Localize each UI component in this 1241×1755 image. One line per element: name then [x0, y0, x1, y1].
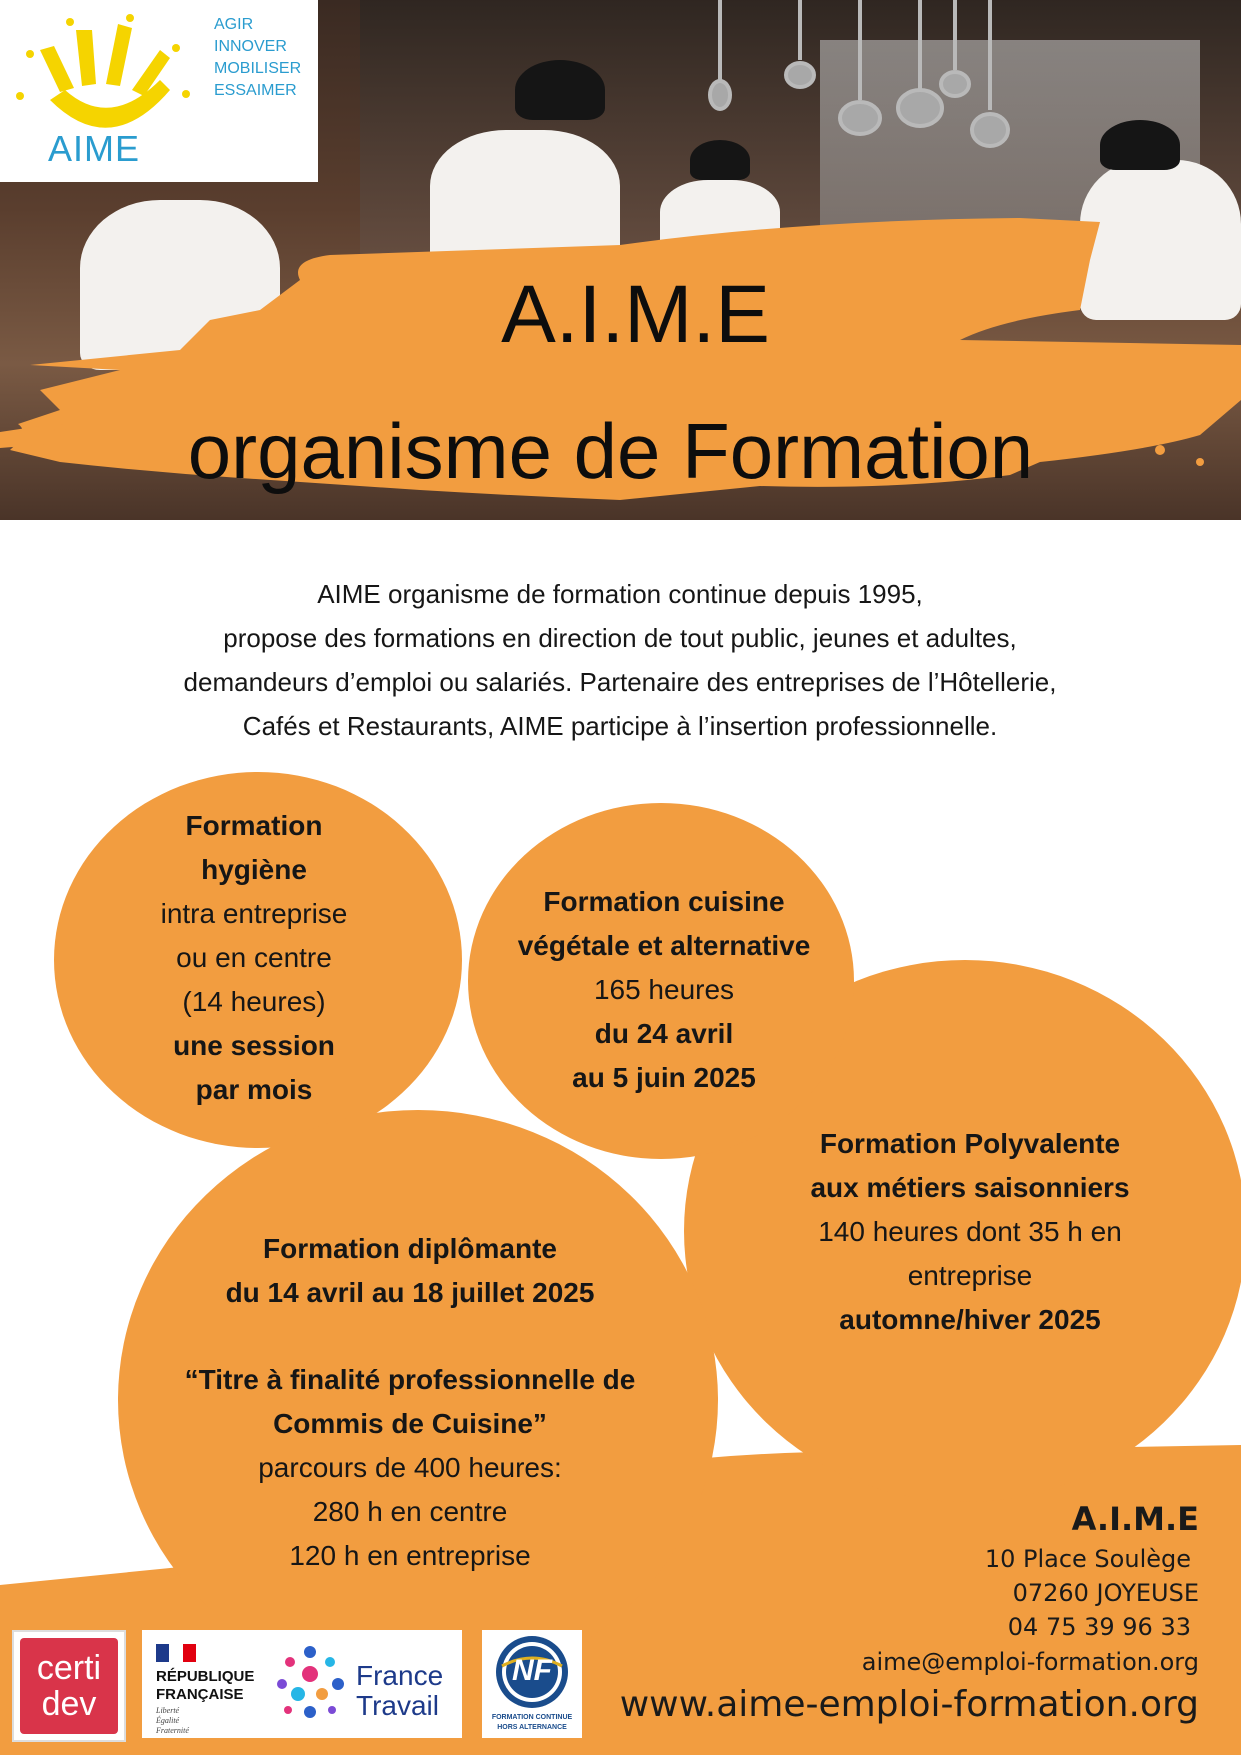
- contact-city: 07260 JOYEUSE: [1012, 1579, 1199, 1607]
- formation-hygiene: [104, 804, 404, 1112]
- diplomante-entreprise: 120 h en entreprise: [289, 1540, 531, 1571]
- hygiene-frequency: une session: [173, 1030, 335, 1061]
- hygiene-title: hygiène: [201, 854, 307, 885]
- tagline-line: ESSAIMER: [214, 82, 297, 99]
- diplomante-centre: 280 h en centre: [312, 1496, 508, 1527]
- cuisine-title: Formation cuisine: [543, 886, 785, 917]
- logo-wordmark: AIME: [48, 128, 141, 169]
- intro-line: AIME organisme de formation continue depuis 1995,: [317, 579, 923, 609]
- republique-text: FRANÇAISE: [156, 1686, 244, 1703]
- diplomante-titre: “Titre à finalité professionnelle de: [184, 1364, 636, 1395]
- diplomante-title: Formation diplômante: [263, 1233, 557, 1264]
- contact-phone: 04 75 39 96 33: [1007, 1613, 1191, 1641]
- intro-line: propose des formations en direction de tout public, jeunes et adultes,: [223, 623, 1017, 653]
- nf-subtext: HORS ALTERNANCE: [497, 1724, 567, 1731]
- banner-subtitle: organisme de Formation: [187, 407, 1034, 495]
- cuisine-hours: 165 heures: [593, 974, 735, 1005]
- france-travail-text: France: [356, 1660, 444, 1691]
- formation-cuisine: [478, 880, 850, 1100]
- intro-paragraph: [60, 572, 1180, 748]
- hygiene-title: Formation: [185, 810, 323, 841]
- contact-email[interactable]: aime@emploi-formation.org: [861, 1648, 1199, 1676]
- polyvalente-detail: entreprise: [907, 1260, 1033, 1291]
- devise-text: Fraternité: [156, 1726, 189, 1735]
- contact-name: A.I.M.E: [1071, 1500, 1199, 1538]
- intro-line: demandeurs d’emploi ou salariés. Partenaire des entreprises de l’Hôtellerie,: [183, 667, 1057, 697]
- formation-polyvalente: [760, 1122, 1180, 1342]
- france-travail-text: Travail: [356, 1690, 439, 1721]
- logo-tagline: [214, 14, 301, 102]
- polyvalente-season: automne/hiver 2025: [839, 1304, 1101, 1335]
- cuisine-title: végétale et alternative: [517, 930, 811, 961]
- hygiene-detail: (14 heures): [182, 986, 326, 1017]
- contact-address: 10 Place Soulège: [984, 1545, 1191, 1573]
- certidev-logo: [12, 1630, 126, 1742]
- polyvalente-title: Formation Polyvalente: [819, 1128, 1121, 1159]
- devise-text: Égalité: [156, 1716, 180, 1725]
- sun-logo-icon: [10, 10, 210, 140]
- contact-website[interactable]: www.aime-emploi-formation.org: [619, 1684, 1199, 1725]
- diplomante-titre: Commis de Cuisine”: [273, 1408, 547, 1439]
- marianne-flag-icon: [156, 1644, 196, 1662]
- certidev-text: dev: [41, 1685, 97, 1723]
- republique-france-travail-logo: [142, 1630, 462, 1738]
- certidev-text: certi: [36, 1649, 102, 1687]
- cuisine-date: au 5 juin 2025: [572, 1062, 756, 1093]
- orange-brush-banner: [0, 200, 1241, 570]
- nf-text: NF: [512, 1654, 552, 1687]
- diplomante-parcours: parcours de 400 heures:: [258, 1452, 562, 1483]
- polyvalente-title: aux métiers saisonniers: [810, 1172, 1130, 1203]
- tagline-line: AGIR: [214, 16, 254, 33]
- polyvalente-detail: 140 heures dont 35 h en: [818, 1216, 1122, 1247]
- tagline-line: INNOVER: [214, 38, 287, 55]
- hygiene-detail: ou en centre: [176, 942, 332, 973]
- intro-line: Cafés et Restaurants, AIME participe à l’insertion professionnelle.: [242, 711, 998, 741]
- cuisine-date: du 24 avril: [594, 1018, 734, 1049]
- formation-diplomante: [140, 1227, 680, 1578]
- hygiene-detail: intra entreprise: [160, 898, 348, 929]
- banner-title: A.I.M.E: [501, 269, 770, 360]
- diplomante-dates: du 14 avril au 18 juillet 2025: [225, 1277, 595, 1308]
- aime-logo-box: [0, 0, 318, 182]
- hygiene-frequency: par mois: [195, 1074, 313, 1105]
- nf-subtext: FORMATION CONTINUE: [491, 1714, 573, 1721]
- tagline-line: MOBILISER: [214, 60, 302, 77]
- devise-text: Liberté: [156, 1706, 180, 1715]
- france-travail-dots-icon: [270, 1644, 350, 1724]
- republique-text: RÉPUBLIQUE: [156, 1668, 255, 1685]
- nf-service-logo: [482, 1630, 582, 1738]
